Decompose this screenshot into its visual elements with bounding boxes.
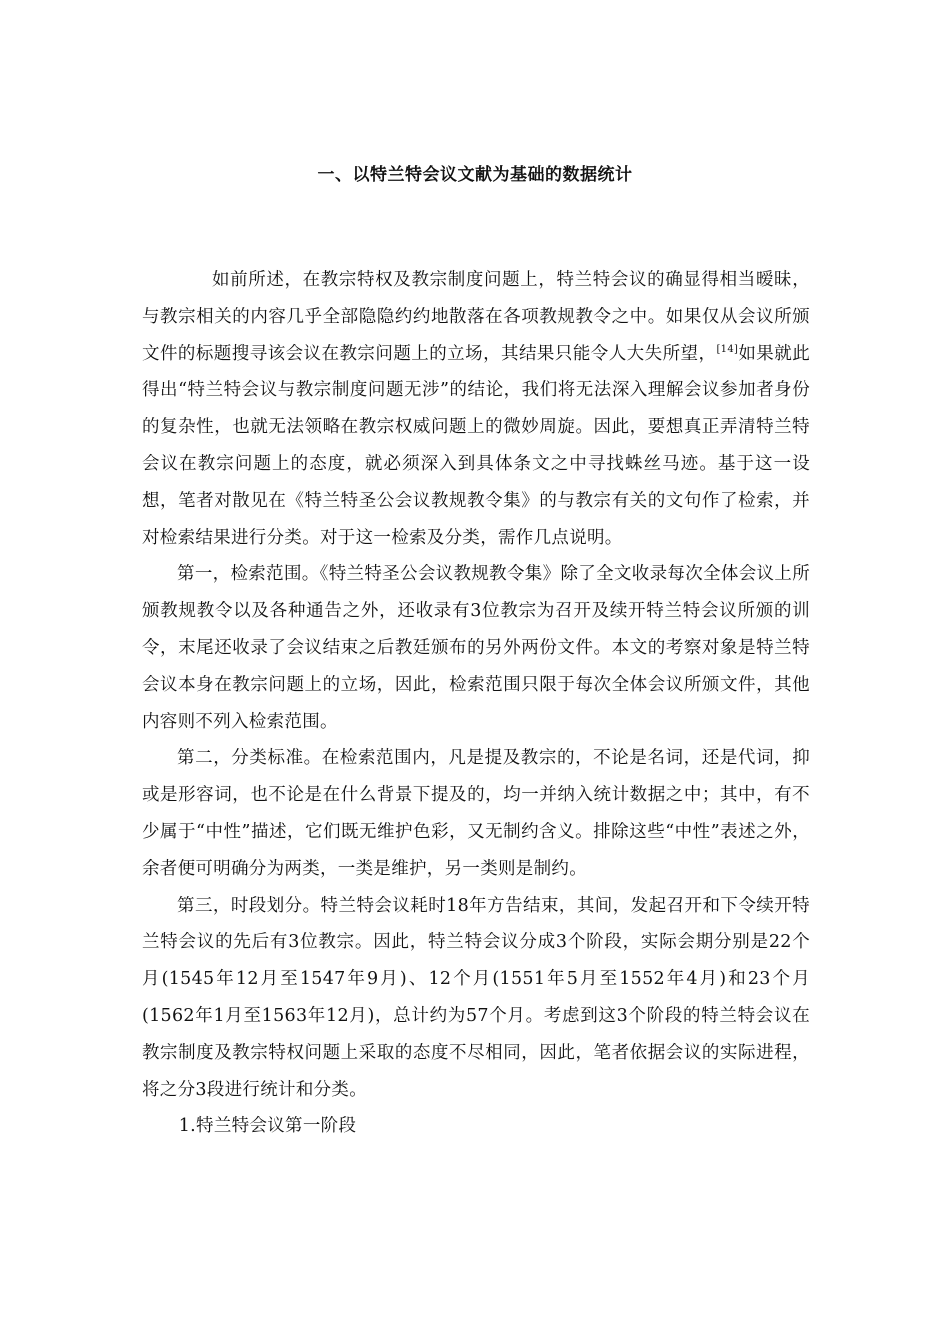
paragraph-classification: 第二，分类标准。在检索范围内，凡是提及教宗的，不论是名词，还是代词，抑或是形容词，也不论是在什么背景下提及的，均一并纳入统计数据之中；其中，有不少属于“中性”描述，它们既无维护色彩，又无制约含义。排除这些“中性”表述之外，余者便可明确分为两类，一类是维护，另一类则是制约。: [142, 748, 810, 879]
paragraph-periodization: 第三，时段划分。特兰特会议耗时18年方告结束，其间，发起召开和下令续开特兰特会议的先后有3位教宗。因此，特兰特会议分成3个阶段，实际会期分别是22个月(1545年12月至1547年9月)、12个月(1551年5月至1552年4月)和23个月(1562年1月至1563年12月)，总计约为57个月。考虑到这3个阶段的特兰特会议在教宗制度及教宗特权问题上采取的态度不尽相同，因此，笔者依据会议的实际进程，将之分3段进行统计和分类。: [142, 895, 810, 1100]
paragraph-intro-text-2: 如果就此得出“特兰特会议与教宗制度问题无涉”的结论，我们将无法深入理解会议参加者身份的复杂性，也就无法领略在教宗权威问题上的微妙周旋。因此，要想真正弄清特兰特会议在教宗问题上的态度，就必须深入到具体条文之中寻找蛛丝马迹。基于这一设想，笔者对散见在《特兰特圣公会议教规教令集》的与教宗有关的文句作了检索，并对检索结果进行分类。对于这一检索及分类，需作几点说明。: [142, 343, 810, 548]
subsection-heading: 1.特兰特会议第一阶段: [178, 1116, 357, 1137]
body-text: [142, 262, 810, 1145]
citation-marker: [14]: [716, 343, 739, 355]
paragraph-intro: [142, 262, 810, 556]
paragraph-intro-text-1: 如前所述，在教宗特权及教宗制度问题上，特兰特会议的确显得相当暧昧，与教宗相关的内容几乎全部隐隐约约地散落在各项教规教令之中。如果仅从会议所颁文件的标题搜寻该会议在教宗问题上的立场，其结果只能令人大失所望，: [142, 270, 810, 364]
section-title: 一、以特兰特会议文献为基础的数据统计: [317, 165, 633, 185]
paragraph-search-scope: 第一，检索范围。《特兰特圣公会议教规教令集》除了全文收录每次全体会议上所颁教规教令以及各种通告之外，还收录有3位教宗为召开及续开特兰特会议所颁的训令，末尾还收录了会议结束之后教廷颁布的另外两份文件。本文的考察对象是特兰特会议本身在教宗问题上的立场，因此，检索范围只限于每次全体会议所颁文件，其他内容则不列入检索范围。: [142, 564, 810, 732]
